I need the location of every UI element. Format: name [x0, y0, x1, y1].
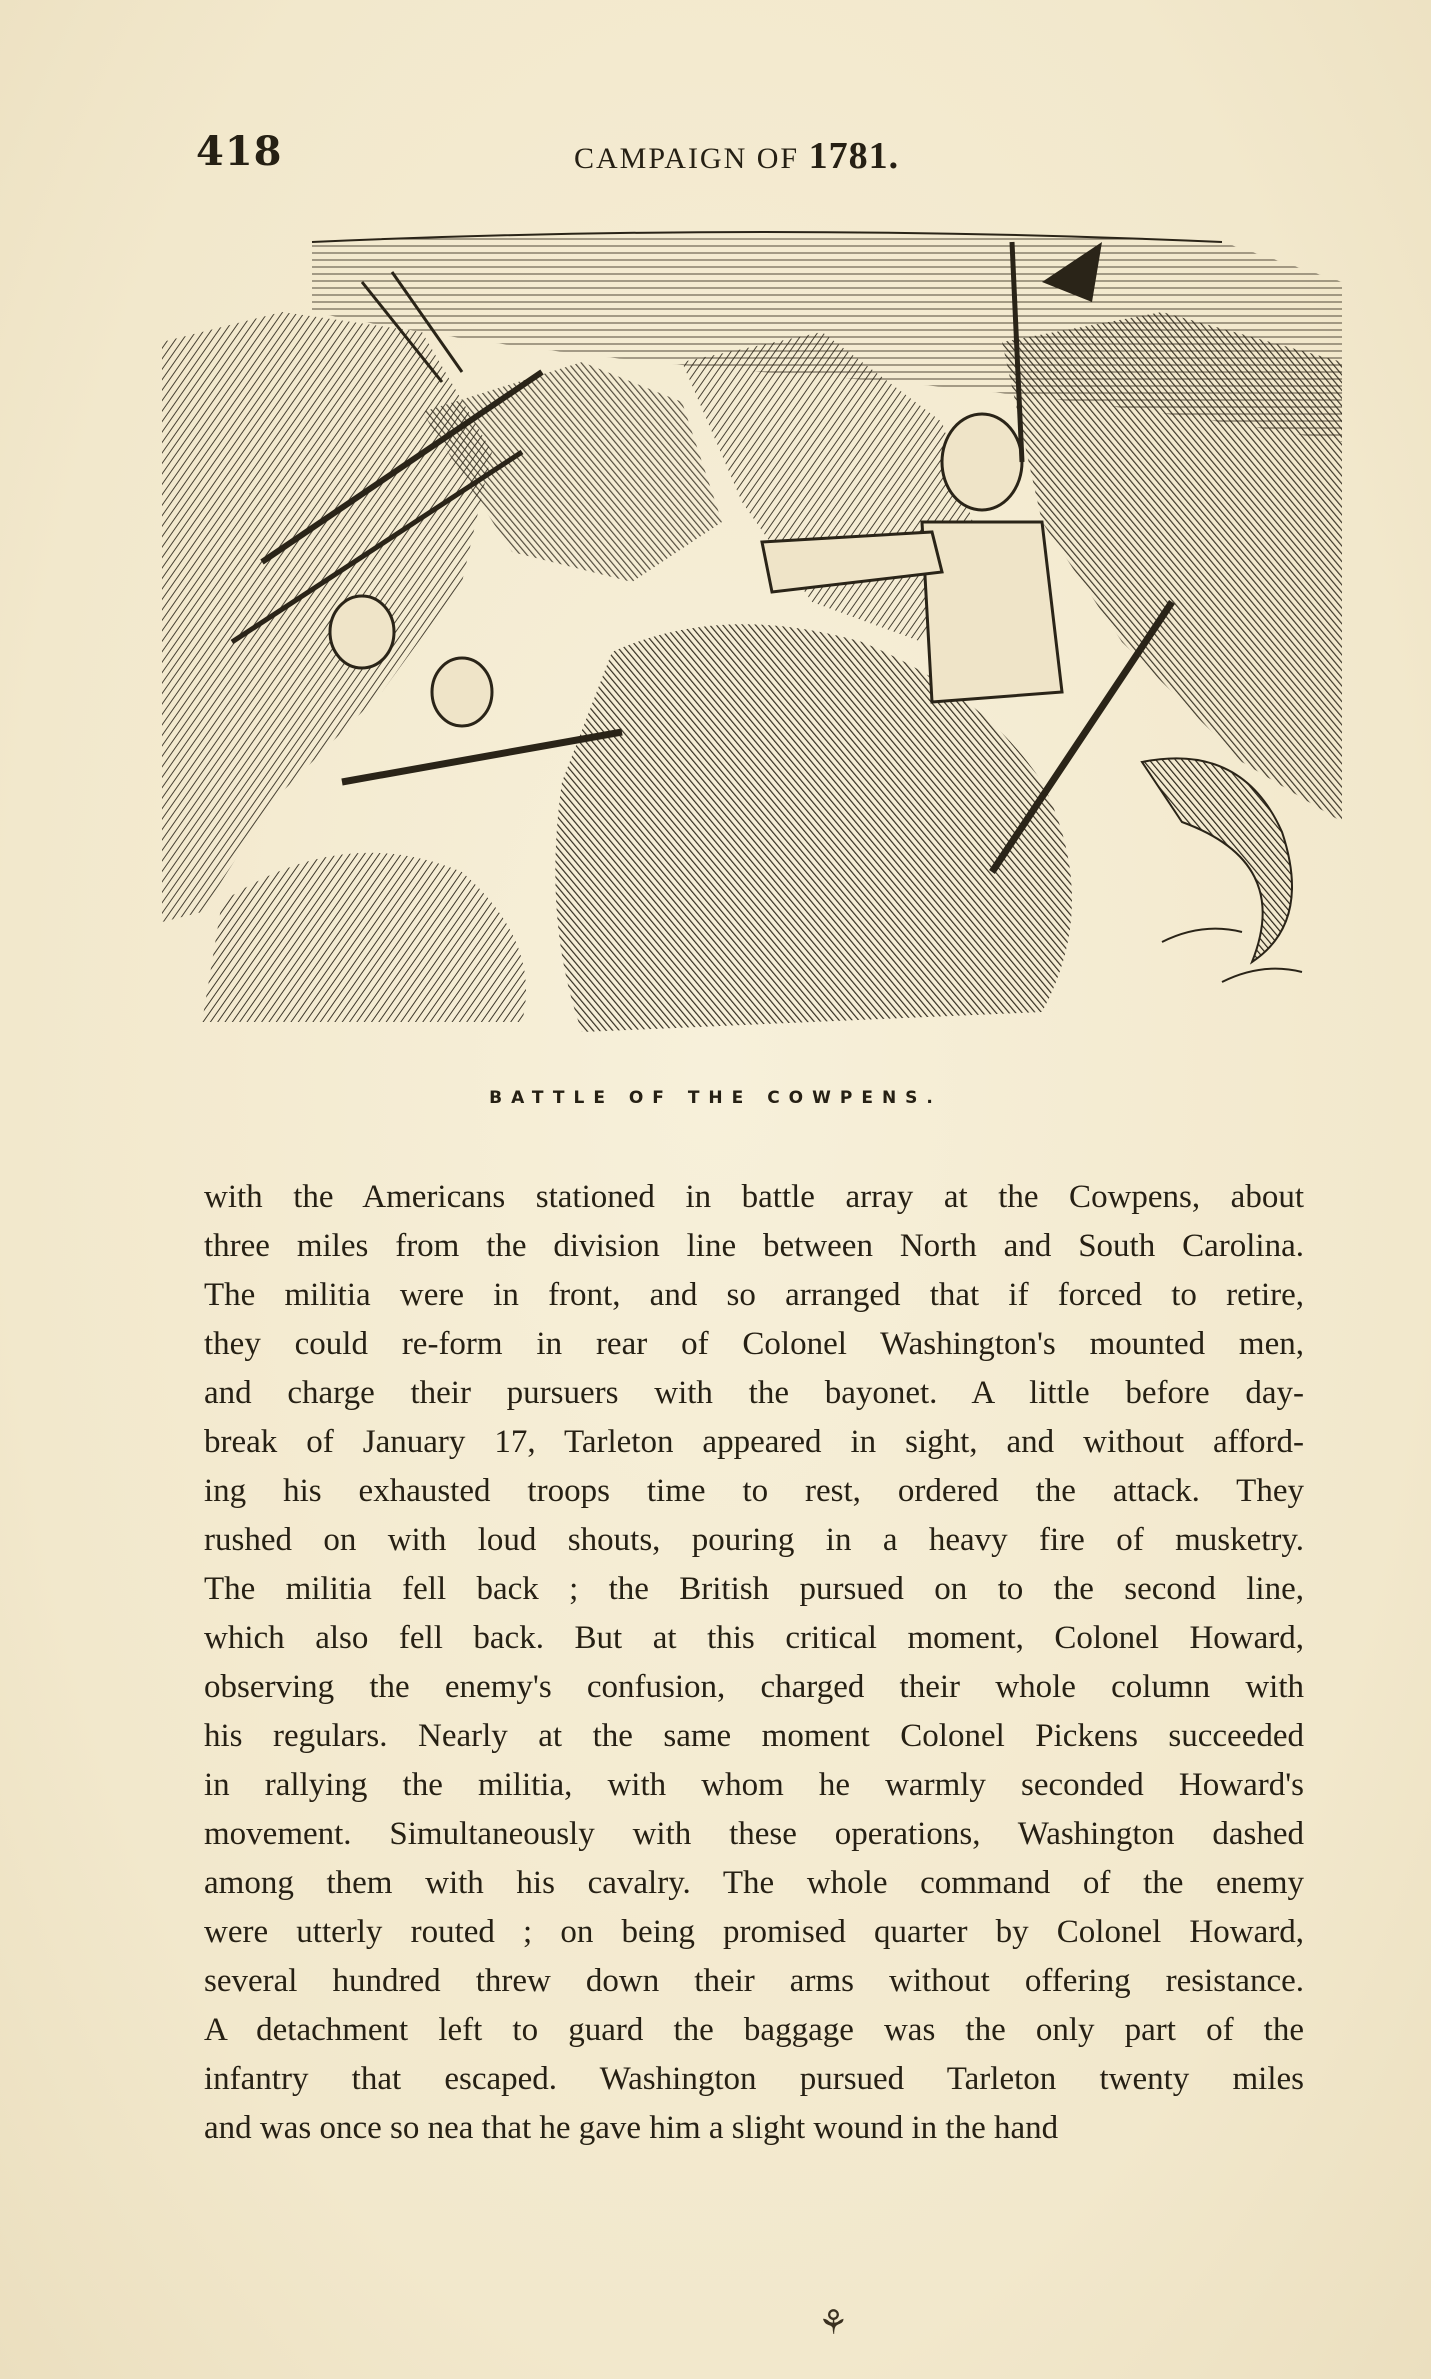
engraving-battle-scene-icon [162, 222, 1342, 1042]
running-head-title: CAMPAIGN OF [574, 142, 800, 175]
text-line: A detachment left to guard the baggage was the only part of the [204, 2012, 1304, 2048]
text-line: The militia fell back ; the British pursued on to the second line, [204, 1571, 1304, 1607]
text-line: in rallying the militia, with whom he warmly seconded Howard's [204, 1767, 1304, 1803]
text-line: observing the enemy's confusion, charged their whole column with [204, 1669, 1304, 1705]
text-line: were utterly routed ; on being promised quarter by Colonel Howard, [204, 1914, 1304, 1950]
text-line: ing his exhausted troops time to rest, ordered the attack. They [204, 1473, 1304, 1509]
battle-engraving [162, 222, 1342, 1042]
text-line: which also fell back. But at this critical moment, Colonel Howard, [204, 1620, 1304, 1656]
text-line: rushed on with loud shouts, pouring in a heavy fire of musketry. [204, 1522, 1304, 1558]
page-header [196, 128, 1206, 188]
text-line: several hundred threw down their arms without offering resistance. [204, 1963, 1304, 1999]
text-line: three miles from the division line between North and South Carolina. [204, 1228, 1304, 1264]
body-text [204, 1173, 1304, 2153]
page-number: 418 [196, 128, 283, 175]
text-line: movement. Simultaneously with these operations, Washington dashed [204, 1816, 1304, 1852]
running-head-year: 1781. [808, 135, 900, 177]
text-line: The militia were in front, and so arranged that if forced to retire, [204, 1277, 1304, 1313]
text-line: and was once so nea that he gave him a slight wound in the hand [204, 2110, 1059, 2146]
text-line: with the Americans stationed in battle array at the Cowpens, about [204, 1179, 1304, 1215]
printer-ornament: ⚘ [818, 2303, 849, 2343]
text-line: infantry that escaped. Washington pursued Tarleton twenty miles [204, 2061, 1304, 2097]
text-line: they could re-form in rear of Colonel Washington's mounted men, [204, 1326, 1304, 1362]
text-line: break of January 17, Tarleton appeared in sight, and without afford- [204, 1424, 1304, 1460]
text-line: among them with his cavalry. The whole command of the enemy [204, 1865, 1304, 1901]
text-line: his regulars. Nearly at the same moment Colonel Pickens succeeded [204, 1718, 1304, 1754]
running-head [574, 134, 899, 178]
figure-caption: BATTLE OF THE COWPENS. [489, 1088, 942, 1108]
text-line: and charge their pursuers with the bayonet. A little before day- [204, 1375, 1304, 1411]
